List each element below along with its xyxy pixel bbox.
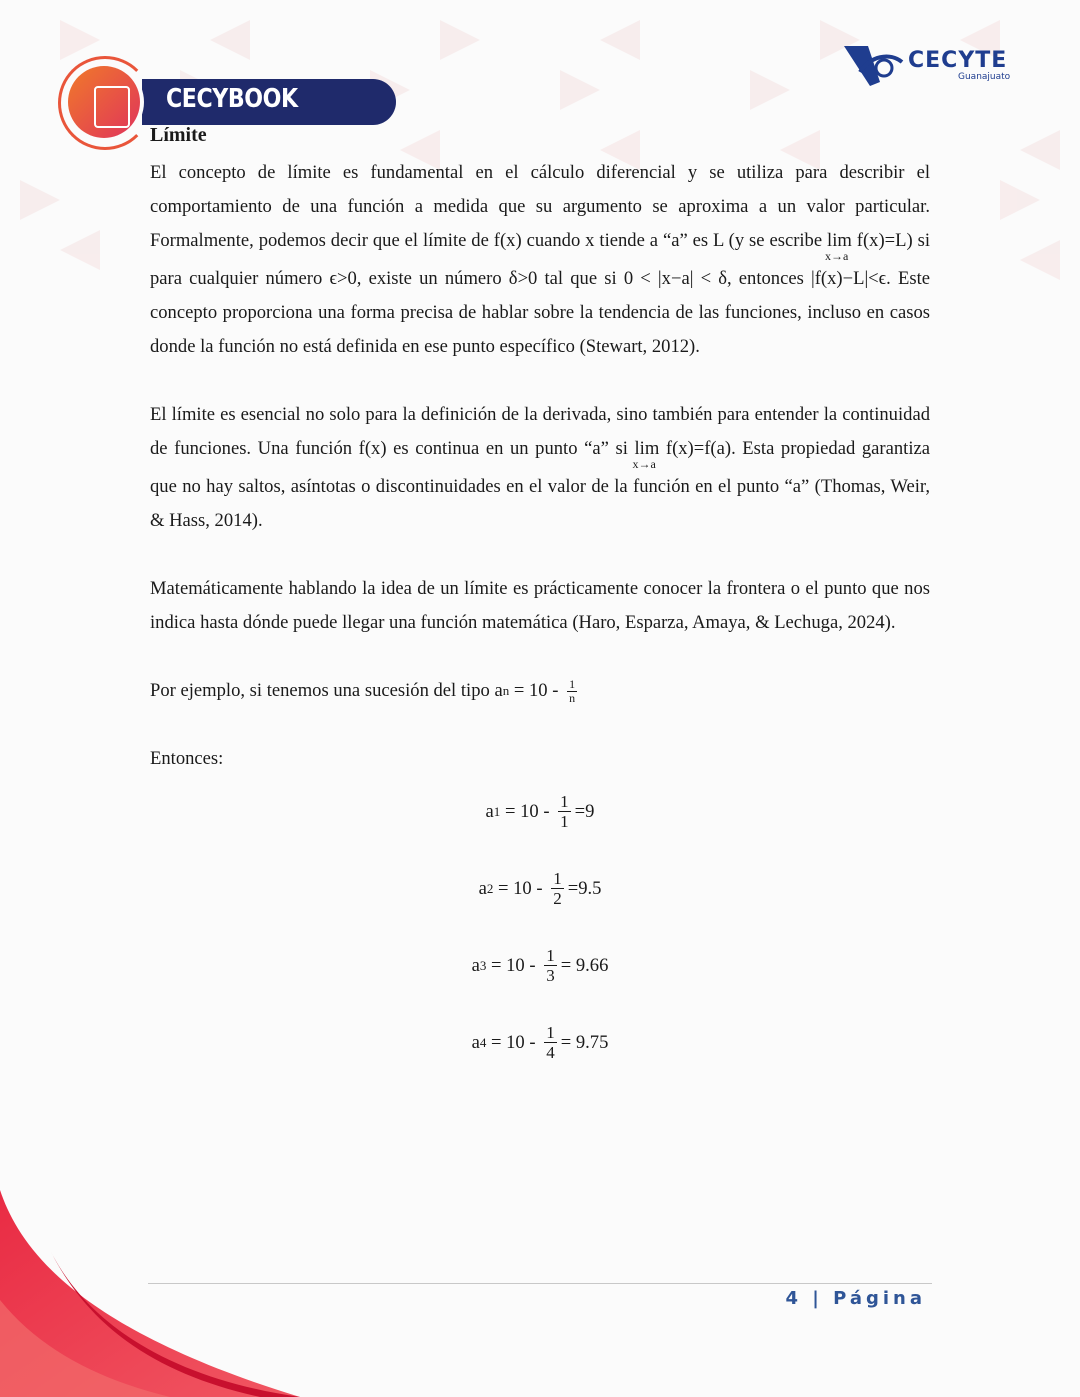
eq-var: a: [485, 800, 494, 822]
lim-label: lim: [634, 438, 660, 459]
fraction: [567, 678, 577, 705]
limit-notation: [634, 438, 659, 470]
text-segment: = 10 -: [509, 680, 564, 701]
denominator: 4: [546, 1043, 555, 1062]
numerator: 1: [560, 792, 569, 811]
cecyte-logo: [840, 42, 1020, 90]
eq-sub: 1: [493, 803, 501, 819]
eq-result: =9.5: [567, 877, 602, 899]
fraction: [544, 1023, 557, 1062]
numerator: 1: [569, 676, 576, 691]
eq-var: a: [471, 1031, 480, 1053]
eq-sub: 4: [479, 1034, 487, 1050]
text-segment: El límite es esencial no solo para la definición de la derivada, sino también para entender la continuidad de funciones. Una función f(x) es continua en un punto “a” si: [150, 404, 930, 459]
eq-mid: = 10 -: [486, 1031, 541, 1053]
denominator: 2: [553, 889, 562, 908]
badge-label: CECYBOOK: [166, 84, 298, 114]
fraction: [544, 946, 557, 985]
badge-circle: [68, 66, 140, 138]
lim-subscript: x→a: [825, 249, 849, 263]
logo-subtitle: Guanajuato: [958, 72, 1011, 82]
eq-result: =9: [574, 800, 595, 822]
section-title: Límite: [150, 124, 207, 146]
eq-result: = 9.66: [560, 954, 609, 976]
eq-mid: = 10 -: [486, 954, 541, 976]
text-segment: Por ejemplo, si tenemos una sucesión del tipo a: [150, 680, 503, 701]
equation-1: [150, 792, 930, 831]
lim-label: lim: [827, 230, 852, 251]
text-segment: f(x)=f(a). Esta propiedad garantiza que no hay saltos, asíntotas o discontinuidades en el valor de la función en el punto “a” (Thomas, Weir, & Hass, 2014).: [150, 438, 930, 531]
equation-4: [150, 1023, 930, 1062]
numerator: 1: [553, 869, 562, 888]
book-tablet-icon: [94, 86, 130, 128]
eq-result: = 9.75: [560, 1031, 609, 1053]
document-body: [150, 156, 930, 1100]
limit-notation: [827, 230, 852, 262]
numerator: 1: [546, 1023, 555, 1042]
text-segment: f(x)=L) si para cualquier número ϵ>0, existe un número δ>0 tal que si 0 < |x−a| < δ, entonces |f(x)−L|<ϵ. Este concepto proporciona una forma precisa de hablar sobre la tendencia de las funciones, incluso en casos donde la función no está definida en ese punto específico (Stewart, 2012).: [150, 230, 931, 357]
eq-sub: 2: [486, 880, 494, 896]
logo-name: CECYTE: [908, 48, 1008, 73]
page-number: 4 | Página: [785, 1288, 926, 1309]
eq-sub: 3: [479, 957, 487, 973]
paragraph-example: [150, 674, 930, 708]
denominator: 3: [546, 966, 555, 985]
fraction: [558, 792, 571, 831]
paragraph-frontier: Matemáticamente hablando la idea de un límite es prácticamente conocer la frontera o el punto que nos indica hasta dónde puede llegar una función matemática (Haro, Esparza, Amaya, & Lechuga, 2024).: [150, 578, 930, 633]
lim-subscript: x→a: [632, 457, 656, 471]
paragraph-continuity: [150, 398, 930, 538]
equation-2: [150, 869, 930, 908]
decorative-swoosh: [0, 1190, 320, 1397]
eq-var: a: [478, 877, 487, 899]
denominator: n: [569, 690, 576, 705]
subscript: n: [502, 683, 510, 698]
numerator: 1: [546, 946, 555, 965]
equation-3: [150, 946, 930, 985]
eq-var: a: [471, 954, 480, 976]
paragraph-limit-definition: [150, 156, 930, 364]
eq-mid: = 10 -: [500, 800, 555, 822]
fraction: [551, 869, 564, 908]
cecyte-emblem-icon: [840, 42, 904, 88]
denominator: 1: [560, 812, 569, 831]
paragraph-then: Entonces:: [150, 748, 224, 769]
eq-mid: = 10 -: [493, 877, 548, 899]
text-segment: El concepto de límite es fundamental en el cálculo diferencial y se utiliza para describir el comportamiento de una función a medida que su argumento se aproxima a un valor particular. Formalmente, podemos decir que el límite de f(x) cuando x tiende a “a” es L (y se escribe: [150, 162, 930, 251]
